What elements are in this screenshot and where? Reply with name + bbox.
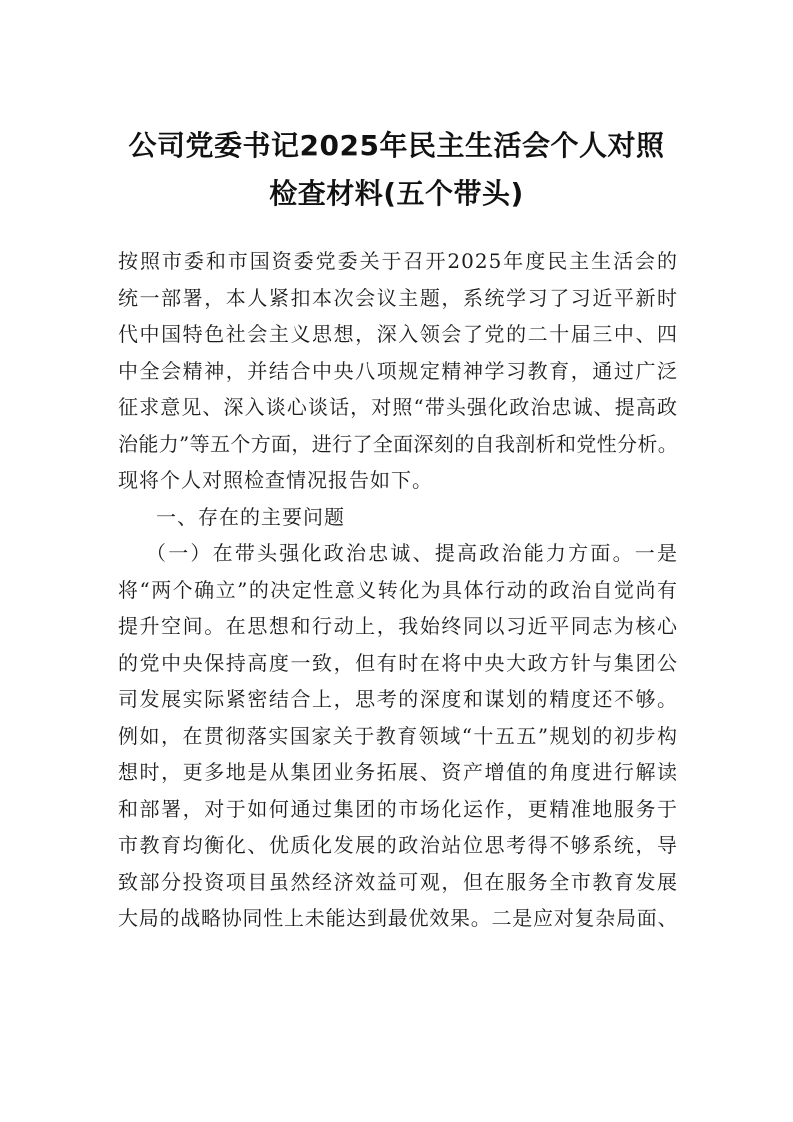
body-line: 提升空间。在思想和行动上，我始终同以习近平同志为核心: [118, 614, 678, 638]
body-line: 中全会精神，并结合中央八项规定精神学习教育，通过广泛: [118, 358, 678, 383]
body-line: 征求意见、深入谈心谈话，对照“带头强化政治忠诚、提高政: [118, 395, 678, 419]
body-line: 司发展实际紧密结合上，思考的深度和谋划的精度还不够。: [118, 687, 678, 711]
body-line: 治能力”等五个方面，进行了全面深刻的自我剖析和党性分析。: [118, 431, 678, 456]
section-heading: 一、存在的主要问题: [156, 504, 345, 529]
body-line: 将“两个确立”的决定性意义转化为具体行动的政治自觉尚有: [118, 577, 678, 602]
body-line: 市教育均衡化、优质化发展的政治站位思考得不够系统，导: [118, 833, 678, 857]
document-body: [118, 243, 678, 937]
body-line: 统一部署，本人紧扣本次会议主题，系统学习了习近平新时: [118, 285, 678, 310]
document-title-line-2: 检查材料(五个带头): [269, 177, 524, 210]
body-line: 代中国特色社会主义思想，深入领会了党的二十届三中、四: [118, 322, 678, 346]
body-line: 想时，更多地是从集团业务拓展、资产增值的角度进行解读: [118, 760, 678, 784]
document-title-line-1: 公司党委书记2025年民主生活会个人对照: [128, 129, 665, 162]
body-line: 大局的战略协同性上未能达到最优效果。二是应对复杂局面、: [118, 906, 679, 930]
body-line: 和部署，对于如何通过集团的市场化运作，更精准地服务于: [118, 796, 678, 821]
body-line: 例如，在贯彻落实国家关于教育领域“十五五”规划的初步构: [118, 723, 678, 748]
body-line: 现将个人对照检查情况报告如下。: [118, 468, 433, 492]
body-line: 致部分投资项目虽然经济效益可观，但在服务全市教育发展: [118, 869, 678, 894]
body-line: 的党中央保持高度一致，但有时在将中央大政方针与集团公: [118, 650, 678, 675]
body-line: 按照市委和市国资委党委关于召开2025年度民主生活会的: [118, 249, 678, 273]
subsection-heading-line: （一）在带头强化政治忠诚、提高政治能力方面。一是: [146, 541, 678, 565]
